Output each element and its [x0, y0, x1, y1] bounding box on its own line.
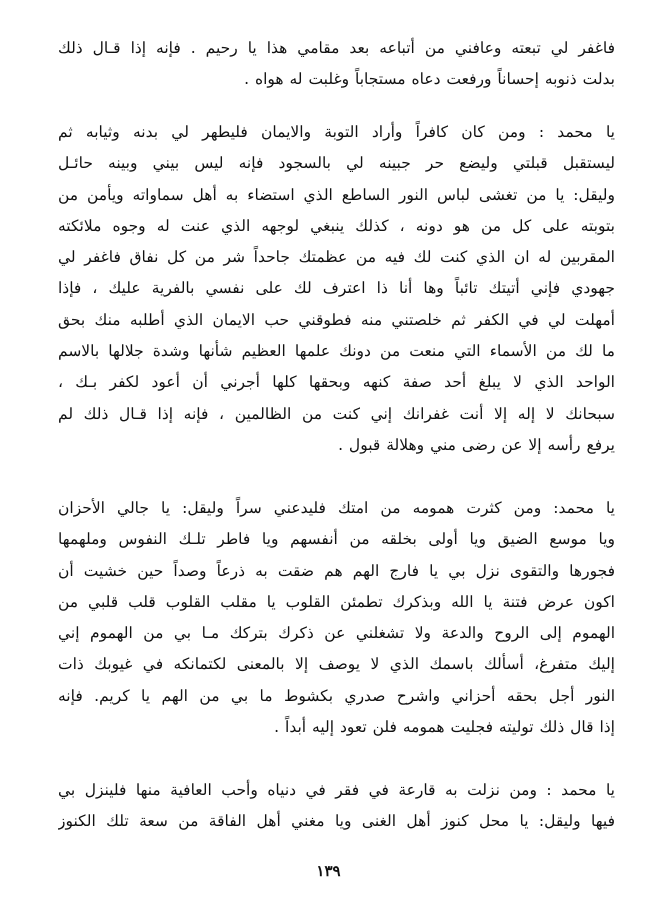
text-line: بدلت ذنوبه إحساناً ورفعت دعاه مستجاباً وغلبت له هواه . [244, 70, 615, 89]
text-line: يا محمد: ومن كثرت همومه من امتك فليدعني سراً وليقل: يا جالي الأحزان [58, 499, 615, 517]
text-line: يا محمد : ومن كان كافراً وأراد التوبة والايمان فليطهر لي بدنه وثيابه ثم [58, 123, 615, 141]
text-line: إليك متفرغ، أسألك باسمك الذي لا يوصف إلا بالمعنى لكتمانكه في غيوبك ذات [58, 655, 615, 674]
text-line: الهموم إلى الروح والدعة ولا تشغلني عن ذكرك بتركك مـا بي من الهموم إني [58, 624, 615, 643]
paragraph-1 [58, 33, 615, 96]
text-line: ليستقبل قبلتي وليضع حر جبينه لي بالسجود فإنه ليس بيني وبينه حائـل [58, 154, 615, 173]
paragraph-2 [58, 117, 615, 461]
text-line: بتوبته على كل من هو دونه ، كذلك ينبغي لوجهه الذي عنت له وجوه ملائكته [58, 216, 615, 235]
text-line: إذا قال ذلك توليته فجليت همومه فلن تعود إليه أبداً . [274, 718, 615, 737]
text-line: النور أجل بحقه أحزاني واشرح صدري بكشوط ما بي من الهم يا كريم. فإنه [58, 686, 615, 705]
text-line: ما لك من الأسماء التي منعت من دونك علمها العظيم شأنها وشدة جلالها بالاسم [58, 342, 615, 361]
text-line: المقربين له ان الذي كنت لك فيه من عظمتك جاحداً شر من كل نفاق فاغفر لي [58, 248, 615, 267]
text-line: فجورها والتقوى نزل بي يا فارج الهم هم ضقت به ذرعاً وصداً حين خشيت أن [58, 561, 615, 580]
page-number: ١٣٩ [316, 862, 341, 880]
paragraph-3 [58, 493, 615, 743]
text-line: ويا موسع الضيق ويا أولى بخلقه من أنفسهم ويا فاطر تلـك النفوس وملهمها [58, 530, 615, 549]
text-line: جهودي فإني أتيتك تائباً وها أنا ذا اعترف لك على نفسي بالفرية عليك ، فإذا [58, 279, 615, 298]
text-line: فاغفر لي تبعته وعافني من أتباعه بعد مقامي هذا يا رحيم . فإنه إذا قـال ذلك [58, 39, 615, 57]
text-line: أمهلت لي في الكفر ثم خلصتني منه فطوقني حب الايمان الذي أطلبه منك بحق [58, 310, 615, 329]
text-line: وليقل: يا من تغشى لباس النور الساطع الذي استضاء به أهل سماواته ويأمن من [58, 185, 615, 204]
text-line: يا محمد : ومن نزلت به قارعة في فقر في دنياه وأحب العافية منها فلينزل بي [58, 781, 615, 799]
text-line: اكون عرض فتنة يا الله وبذكرك تطمئن القلوب يا مقلب القلوب قلب قلبي من [58, 592, 615, 611]
text-line: يرفع رأسه إلا عن رضى مني وهلالة قبول . [338, 435, 615, 454]
text-line: فيها وليقل: يا محل كنوز أهل الغنى ويا مغني أهل الفاقة من سعة تلك الكنوز [58, 812, 615, 831]
text-line: الواحد الذي لا يبلغ أحد صفة كنهه وبحقها كلها أجرني أن أعود لكفر بـك ، [58, 373, 615, 392]
paragraph-4 [58, 775, 615, 838]
text-line: سبحانك لا إله إلا أنت غفرانك إني كنت من الظالمين ، فإنه إذا قـال ذلك لم [58, 404, 615, 423]
